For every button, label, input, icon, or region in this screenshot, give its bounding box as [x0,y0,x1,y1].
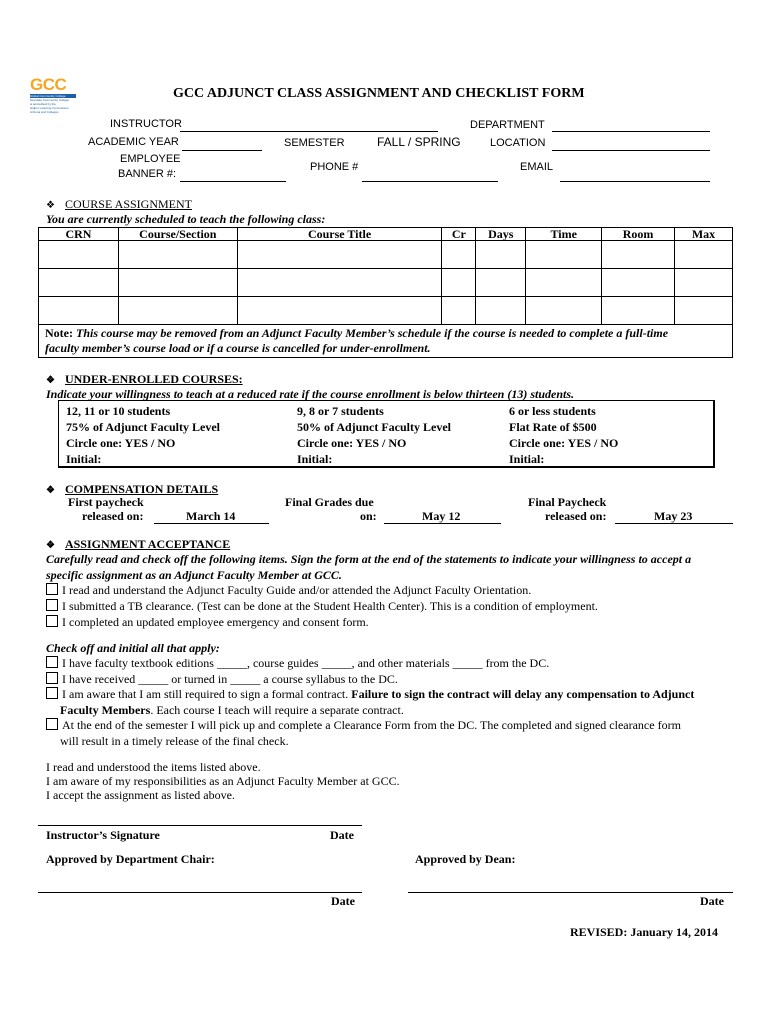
col-header: Course/Section [118,228,237,241]
grades-line [384,523,501,524]
tier-3 [509,403,618,467]
col-header: Time [526,228,602,241]
email-field[interactable] [560,181,710,182]
final-paycheck-label-1: Final Paycheck [528,495,607,509]
checkbox[interactable] [46,672,58,684]
checkbox[interactable] [46,656,58,668]
grades-label-2: on: [360,509,377,523]
table-cell[interactable] [526,241,602,269]
diamond-bullet-icon: ❖ [46,485,55,496]
table-cell[interactable] [526,297,602,325]
table-cell[interactable] [237,241,442,269]
underenrolled-box [58,400,715,468]
page-title: GCC ADJUNCT CLASS ASSIGNMENT AND CHECKLIST FORM [173,86,585,101]
list-item: At the end of the semester I will pick up and complete a Clearance Form from the DC. The completed and signed clearance form [46,718,736,734]
tier-initial[interactable]: Initial: [66,452,102,466]
grades-label-1: Final Grades due [285,495,374,509]
logo-tagline: Global Community College [30,94,76,98]
list-item: I have received _____ or turned in _____ a course syllabus to the DC. [46,672,736,688]
col-header: Course Title [237,228,442,241]
course-table-header [39,228,733,241]
instructor-label: INSTRUCTOR [110,118,182,130]
acceptance-items [46,582,598,630]
statement-line: I accept the assignment as listed above. [46,788,235,802]
tier-1 [66,403,220,467]
list-item: I completed an updated employee emergency and consent form. [46,614,598,630]
location-label: LOCATION [490,137,546,149]
acceptance-intro-line: specific assignment as an Adjunct Faculty Member at GCC. [46,568,342,582]
employee-label: EMPLOYEE [120,153,181,165]
diamond-bullet-icon: ❖ [46,540,55,551]
tier-initial[interactable]: Initial: [297,452,333,466]
table-cell[interactable] [476,269,526,297]
list-item-continued: will result in a timely release of the final check. [60,733,289,748]
logo-subtext-2: is accredited by the [30,102,56,106]
check-items [46,656,736,749]
checkbox[interactable] [46,583,58,595]
revised-date: REVISED: January 14, 2014 [570,925,719,939]
chair-date-label: Date [331,894,355,908]
underenrolled-heading: ❖ UNDER-ENROLLED COURSES: [46,372,243,386]
instructor-date-label: Date [330,828,354,842]
banner-label: BANNER #: [118,168,177,180]
first-paycheck-label-1: First paycheck [68,495,144,509]
checkbox[interactable] [46,615,58,627]
dean-date-label: Date [700,894,724,908]
table-cell[interactable] [118,297,237,325]
phone-field[interactable] [362,181,498,182]
tier-circle[interactable]: Circle one: YES / NO [509,436,619,450]
acceptance-intro [46,551,691,583]
table-cell[interactable] [39,269,119,297]
tier-circle[interactable]: Circle one: YES / NO [297,436,407,450]
table-row [39,241,733,269]
col-header: Room [602,228,675,241]
chair-label: Approved by Department Chair: [46,852,215,866]
checkbox[interactable] [46,599,58,611]
table-cell[interactable] [237,297,442,325]
checkbox[interactable] [46,687,58,699]
grades-value: May 12 [422,509,461,523]
table-cell[interactable] [118,241,237,269]
banner-field[interactable] [180,181,286,182]
first-paycheck-value: March 14 [186,509,236,523]
table-cell[interactable] [602,297,675,325]
table-cell[interactable] [237,269,442,297]
chair-signature-line[interactable] [38,892,362,893]
col-header: Max [675,228,733,241]
table-cell[interactable] [602,269,675,297]
department-field[interactable] [552,131,710,132]
final-paycheck-value: May 23 [654,509,693,523]
table-cell[interactable] [476,241,526,269]
instructor-signature-line[interactable] [38,825,362,826]
list-item: I submitted a TB clearance. (Test can be done at the Student Health Center). This is a condition of employment. [46,598,598,614]
list-item: I read and understand the Adjunct Faculty Guide and/or attended the Adjunct Faculty Orientation. [46,582,598,598]
col-header: Days [476,228,526,241]
email-label: EMAIL [520,161,554,173]
acceptance-heading: ❖ ASSIGNMENT ACCEPTANCE [46,537,231,551]
diamond-bullet-icon: ❖ [46,375,55,386]
instructor-signature-label: Instructor’s Signature [46,828,160,842]
checkbox[interactable] [46,718,58,730]
table-cell[interactable] [602,241,675,269]
table-cell[interactable] [526,269,602,297]
table-cell[interactable] [476,297,526,325]
final-paycheck-label-2: released on: [545,509,607,523]
tier-students: 12, 11 or 10 students [66,404,171,418]
table-cell[interactable] [675,297,733,325]
instructor-field[interactable] [180,131,438,132]
table-cell[interactable] [118,269,237,297]
acceptance-intro-line: Carefully read and check off the following items. Sign the form at the end of the statements to indicate your willingness to accept a [46,552,692,566]
first-paycheck-label-2: released on: [82,509,144,523]
dean-label: Approved by Dean: [415,852,516,866]
table-row [39,297,733,325]
tier-circle[interactable]: Circle one: YES / NO [66,436,176,450]
table-row [39,269,733,297]
check-heading: Check off and initial all that apply: [46,641,220,655]
table-cell[interactable] [39,241,119,269]
first-paycheck-line [154,523,269,524]
phone-label: PHONE # [310,161,359,173]
diamond-bullet-icon: ❖ [46,200,55,211]
department-label: DEPARTMENT [470,119,545,131]
col-header: CRN [39,228,119,241]
statement-line: I read and understood the items listed above. [46,760,261,774]
course-note: Note: This course may be removed from an Adjunct Faculty Member’s schedule if the course is needed to complete a full-time faculty member’s course load or if a course is cancelled for under-enrollment. [39,325,733,358]
tier-initial[interactable]: Initial: [509,452,545,466]
logo-subtext-4: Arizona and Colleges [30,110,59,114]
semester-label: SEMESTER [284,137,345,149]
tier-rate: Flat Rate of $500 [509,420,597,434]
course-note-row [39,325,733,358]
logo-subtext-3: Higher Learning Commission [30,106,69,110]
course-intro: You are currently scheduled to teach the following class: [46,212,326,226]
statements [46,760,400,802]
table-cell[interactable] [442,269,476,297]
compensation-heading: ❖ COMPENSATION DETAILS [46,482,219,496]
table-cell[interactable] [442,297,476,325]
semester-value[interactable]: FALL / SPRING [377,135,461,149]
list-item: I have faculty textbook editions _____, course guides _____, and other materials _____ from the DC. [46,656,736,672]
col-header: Cr [442,228,476,241]
tier-students: 6 or less students [509,404,596,418]
tier-students: 9, 8 or 7 students [297,404,384,418]
gcc-logo [30,76,78,118]
table-cell[interactable] [39,297,119,325]
dean-signature-line[interactable] [408,892,733,893]
underenrolled-intro: Indicate your willingness to teach at a reduced rate if the course enrollment is below thirteen (13) students. [46,387,575,401]
course-table [38,227,733,358]
course-assignment-heading: ❖ COURSE ASSIGNMENT [46,197,192,211]
statement-line: I am aware of my responsibilities as an Adjunct Faculty Member at GCC. [46,774,400,788]
table-cell[interactable] [675,269,733,297]
tier-rate: 50% of Adjunct Faculty Level [297,420,451,434]
list-item-continued: Faculty Members. Each course I teach will require a separate contract. [60,702,404,717]
tier-rate: 75% of Adjunct Faculty Level [66,420,220,434]
logo-subtext-1: Glendale Community College [30,98,70,102]
table-cell[interactable] [442,241,476,269]
location-field[interactable] [552,150,710,151]
final-paycheck-line [615,523,733,524]
academic-year-label: ACADEMIC YEAR [88,136,179,148]
academic-year-field[interactable] [182,150,262,151]
logo-acronym: GCC [30,75,67,94]
list-item: I am aware that I am still required to sign a formal contract. Failure to sign the contract will delay any compensation to Adjunct [46,687,736,703]
tier-2 [297,403,451,467]
table-cell[interactable] [675,241,733,269]
